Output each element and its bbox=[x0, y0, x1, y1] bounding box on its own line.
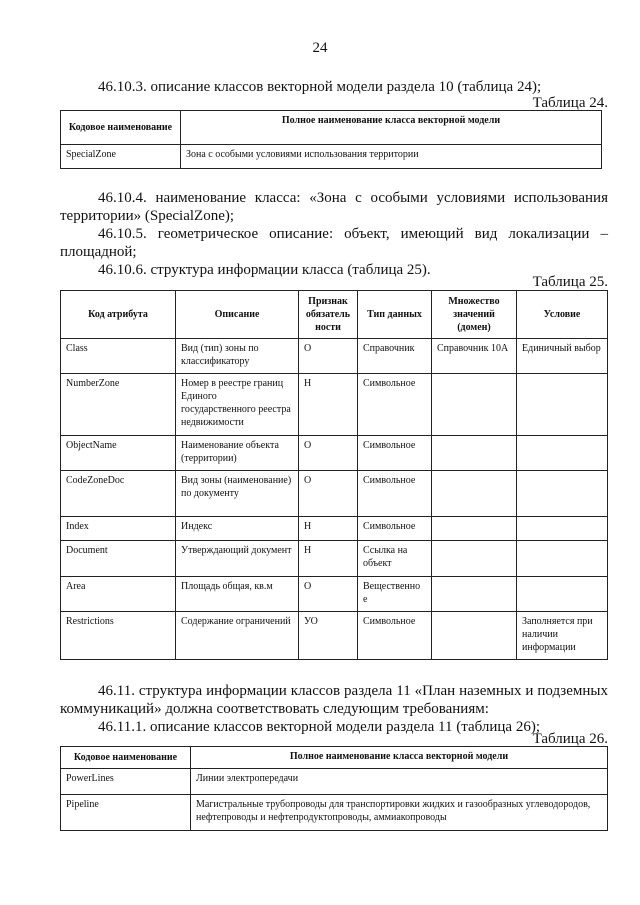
table-cell: Утверждающий документ bbox=[176, 541, 299, 577]
table-cell: SpecialZone bbox=[61, 145, 181, 169]
table-cell bbox=[432, 517, 517, 541]
table-row bbox=[61, 339, 608, 374]
table-cell: УО bbox=[299, 612, 358, 660]
table-26 bbox=[60, 746, 608, 831]
table-cell bbox=[517, 541, 608, 577]
table-cell: CodeZoneDoc bbox=[61, 471, 176, 517]
table-row bbox=[61, 577, 608, 612]
table-cell bbox=[517, 517, 608, 541]
table-cell: Справочник 10А bbox=[432, 339, 517, 374]
paragraph-46-10-3: 46.10.3. описание классов векторной модели раздела 10 (таблица 24); bbox=[98, 79, 542, 95]
table-cell: Символьное bbox=[358, 436, 432, 471]
table-cell: Вид (тип) зоны по классификатору bbox=[176, 339, 299, 374]
header-cell: Код атрибута bbox=[61, 291, 176, 339]
table-cell: Pipeline bbox=[61, 795, 191, 831]
table-cell: Index bbox=[61, 517, 176, 541]
table-cell: Площадь общая, кв.м bbox=[176, 577, 299, 612]
table-cell bbox=[432, 374, 517, 436]
table-cell: Н bbox=[299, 374, 358, 436]
table-cell: NumberZone bbox=[61, 374, 176, 436]
table-cell: Заполняется при наличии информации bbox=[517, 612, 608, 660]
table-cell: Символьное bbox=[358, 517, 432, 541]
table-cell: Document bbox=[61, 541, 176, 577]
table-header-row bbox=[61, 747, 608, 769]
table-cell: Н bbox=[299, 517, 358, 541]
header-cell: Полное наименование класса векторной модели bbox=[181, 111, 602, 145]
table-cell: PowerLines bbox=[61, 769, 191, 795]
table-cell: Class bbox=[61, 339, 176, 374]
table-cell: Индекс bbox=[176, 517, 299, 541]
table-row bbox=[61, 374, 608, 436]
table-cell bbox=[432, 436, 517, 471]
table-25 bbox=[60, 290, 608, 660]
table-cell: Вещественно е bbox=[358, 577, 432, 612]
page-number: 24 bbox=[312, 40, 328, 56]
table-26-caption: Таблица 26. bbox=[532, 731, 608, 747]
table-header-row bbox=[61, 111, 602, 145]
table-25-caption: Таблица 25. bbox=[532, 274, 608, 290]
paragraph-46-11: 46.11. структура информации классов раздела 11 «План наземных и подземных bbox=[98, 683, 608, 699]
paragraph-46-10-4: 46.10.4. наименование класса: «Зона с особыми условиями использования bbox=[98, 190, 608, 206]
table-cell: Символьное bbox=[358, 374, 432, 436]
table-24 bbox=[60, 110, 602, 169]
table-cell bbox=[517, 374, 608, 436]
table-cell: Справочник bbox=[358, 339, 432, 374]
header-cell: Полное наименование класса векторной модели bbox=[191, 747, 608, 769]
table-cell bbox=[432, 471, 517, 517]
table-cell: Ссылка на объект bbox=[358, 541, 432, 577]
table-cell: Номер в реестре границ Единого государственного реестра недвижимости bbox=[176, 374, 299, 436]
table-cell: Area bbox=[61, 577, 176, 612]
paragraph-46-10-6: 46.10.6. структура информации класса (таблица 25). bbox=[98, 262, 431, 278]
table-cell: Restrictions bbox=[61, 612, 176, 660]
header-cell: Кодовое наименование bbox=[61, 747, 191, 769]
table-cell: Магистральные трубопроводы для транспортировки жидких и газообразных углеводородов, нефтепроводы и нефтепродуктопроводы, аммиакопроводы bbox=[191, 795, 608, 831]
table-row bbox=[61, 541, 608, 577]
header-cell: Множество значений (домен) bbox=[432, 291, 517, 339]
paragraph-46-10-5: 46.10.5. геометрическое описание: объект, имеющий вид локализации – bbox=[98, 226, 608, 242]
paragraph-46-10-4-cont: территории» (SpecialZone); bbox=[60, 208, 235, 224]
table-cell bbox=[517, 471, 608, 517]
table-cell: Н bbox=[299, 541, 358, 577]
table-cell: Символьное bbox=[358, 612, 432, 660]
table-row bbox=[61, 517, 608, 541]
table-row bbox=[61, 145, 602, 169]
paragraph-46-10-5-cont: площадной; bbox=[60, 244, 137, 260]
paragraph-46-11-cont: коммуникаций» должна соответствовать следующим требованиям: bbox=[60, 701, 489, 717]
table-row bbox=[61, 795, 608, 831]
table-cell bbox=[432, 577, 517, 612]
table-cell: Наименование объекта (территории) bbox=[176, 436, 299, 471]
header-cell: Тип данных bbox=[358, 291, 432, 339]
table-header-row bbox=[61, 291, 608, 339]
table-row bbox=[61, 471, 608, 517]
table-cell: О bbox=[299, 436, 358, 471]
table-cell: Вид зоны (наименование) по документу bbox=[176, 471, 299, 517]
table-cell: Зона с особыми условиями использования территории bbox=[181, 145, 602, 169]
table-cell: Линии электропередачи bbox=[191, 769, 608, 795]
table-cell: Единичный выбор bbox=[517, 339, 608, 374]
header-cell: Условие bbox=[517, 291, 608, 339]
table-row bbox=[61, 612, 608, 660]
table-cell: О bbox=[299, 339, 358, 374]
table-cell bbox=[517, 577, 608, 612]
table-cell bbox=[432, 541, 517, 577]
header-cell: Описание bbox=[176, 291, 299, 339]
table-cell: О bbox=[299, 471, 358, 517]
header-cell: Кодовое наименование bbox=[61, 111, 181, 145]
header-cell: Признак обязатель ности bbox=[299, 291, 358, 339]
paragraph-46-11-1: 46.11.1. описание классов векторной модели раздела 11 (таблица 26); bbox=[98, 719, 541, 735]
table-cell: Символьное bbox=[358, 471, 432, 517]
table-24-caption: Таблица 24. bbox=[532, 95, 608, 111]
table-cell: О bbox=[299, 577, 358, 612]
table-row bbox=[61, 436, 608, 471]
table-row bbox=[61, 769, 608, 795]
table-cell bbox=[432, 612, 517, 660]
table-cell bbox=[517, 436, 608, 471]
table-cell: ObjectName bbox=[61, 436, 176, 471]
table-cell: Содержание ограничений bbox=[176, 612, 299, 660]
